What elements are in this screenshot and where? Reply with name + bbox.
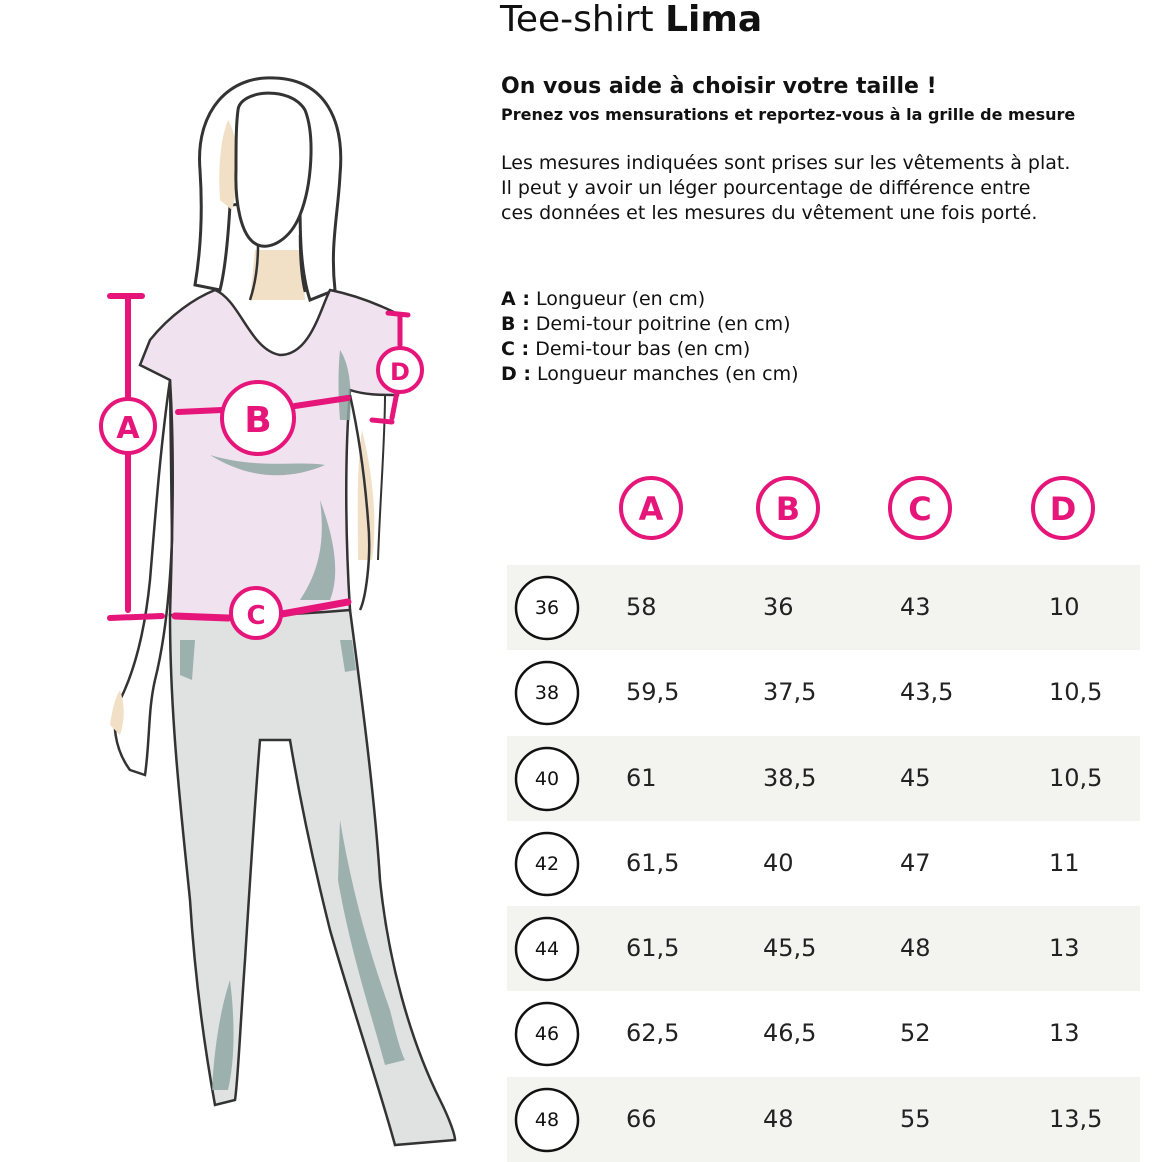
cell-c: 52 xyxy=(900,1019,931,1048)
cell-c: 43 xyxy=(900,593,931,621)
cell-a: 66 xyxy=(626,1104,657,1133)
cell-a: 58 xyxy=(626,593,657,621)
svg-text:D: D xyxy=(1049,490,1077,528)
cell-c: 47 xyxy=(900,848,931,877)
legend-item-d: D : Longueur manches (en cm) xyxy=(501,363,799,385)
table-row xyxy=(507,1077,1140,1162)
svg-text:A: A xyxy=(638,490,664,528)
legend-item-a: A : Longueur (en cm) xyxy=(501,288,706,310)
column-header-a xyxy=(617,474,685,542)
size-help-subline: Prenez vos mensurations et reportez-vous à la grille de mesure xyxy=(501,105,1076,124)
size-label: 40 xyxy=(534,767,560,790)
column-header-c xyxy=(886,474,954,542)
cell-d: 11 xyxy=(1049,848,1080,877)
size-label: 38 xyxy=(534,682,560,705)
cell-c: 55 xyxy=(900,1104,931,1133)
svg-text:C: C xyxy=(908,490,932,528)
cell-b: 36 xyxy=(763,593,794,621)
cell-d: 13,5 xyxy=(1049,1104,1103,1133)
size-label: 48 xyxy=(534,1108,560,1131)
cell-a: 62,5 xyxy=(626,1019,680,1048)
title-prefix: Tee-shirt xyxy=(500,0,654,40)
size-label: 36 xyxy=(534,597,560,619)
cell-c: 45 xyxy=(900,763,931,792)
cell-a: 61,5 xyxy=(626,934,680,963)
column-header-d xyxy=(1029,474,1097,542)
note-line: ces données et les mesures du vêtement une fois porté. xyxy=(501,202,1038,224)
legend-item-b: B : Demi-tour poitrine (en cm) xyxy=(501,313,791,335)
cell-b: 40 xyxy=(763,848,794,877)
cell-d: 13 xyxy=(1049,934,1080,963)
measurement-legend xyxy=(501,287,799,387)
svg-text:D: D xyxy=(390,358,410,386)
size-label: 44 xyxy=(534,938,560,961)
cell-d: 10 xyxy=(1049,593,1080,621)
size-help-heading: On vous aide à choisir votre taille ! xyxy=(501,74,937,99)
cell-c: 43,5 xyxy=(900,678,954,707)
cell-c: 48 xyxy=(900,934,931,963)
model-illustration xyxy=(0,0,500,1160)
svg-text:B: B xyxy=(244,400,272,441)
note-line: Il peut y avoir un léger pourcentage de différence entre xyxy=(501,177,1031,199)
cell-b: 46,5 xyxy=(763,1019,817,1048)
svg-text:A: A xyxy=(116,411,140,446)
cell-b: 37,5 xyxy=(763,678,817,707)
cell-d: 10,5 xyxy=(1049,763,1103,792)
cell-d: 13 xyxy=(1049,1019,1080,1048)
table-row xyxy=(507,565,1140,650)
size-label: 42 xyxy=(534,852,560,875)
column-header-b xyxy=(754,474,822,542)
cell-b: 48 xyxy=(763,1104,794,1133)
title-product: Lima xyxy=(665,0,763,40)
cell-a: 59,5 xyxy=(626,678,680,707)
table-row xyxy=(507,906,1140,991)
size-table xyxy=(507,565,1140,1162)
pants xyxy=(170,610,455,1145)
table-row xyxy=(507,821,1140,906)
legend-item-c: C : Demi-tour bas (en cm) xyxy=(501,338,751,360)
table-row xyxy=(507,650,1140,735)
note-line: Les mesures indiquées sont prises sur les vêtements à plat. xyxy=(501,152,1071,174)
cell-a: 61 xyxy=(626,763,657,792)
table-row xyxy=(507,736,1140,821)
cell-d: 10,5 xyxy=(1049,678,1103,707)
svg-text:C: C xyxy=(246,601,266,631)
size-label: 46 xyxy=(534,1023,560,1046)
product-title xyxy=(500,0,762,40)
svg-text:B: B xyxy=(775,490,801,528)
cell-b: 45,5 xyxy=(763,934,817,963)
cell-a: 61,5 xyxy=(626,848,680,877)
table-row xyxy=(507,991,1140,1076)
cell-b: 38,5 xyxy=(763,763,817,792)
measurement-note xyxy=(501,151,1161,226)
